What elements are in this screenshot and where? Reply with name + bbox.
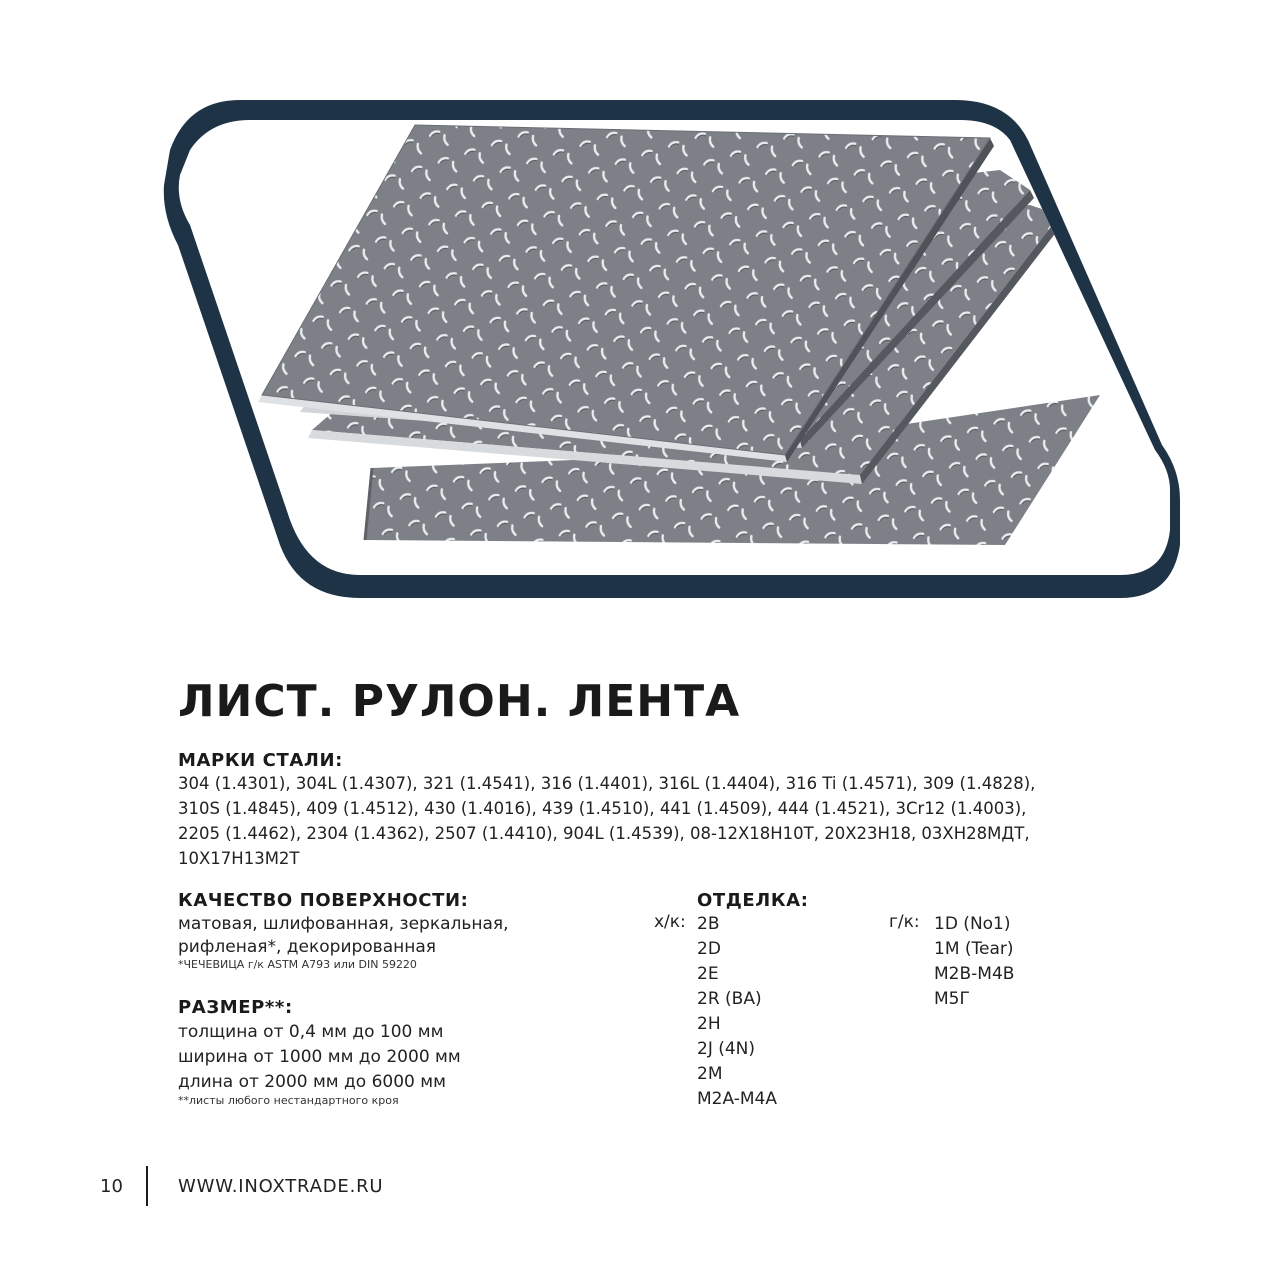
finish-item: M5Г — [934, 989, 970, 1009]
cold-rolled-label: х/к: — [654, 912, 686, 932]
website-link[interactable]: WWW.INOXTRADE.RU — [178, 1176, 384, 1197]
size-line: длина от 2000 мм до 6000 мм — [178, 1072, 446, 1092]
steel-grades-line: 310S (1.4845), 409 (1.4512), 430 (1.4016), 439 (1.4510), 441 (1.4509), 444 (1.4521), 3Cr12 (1.4003), — [178, 799, 1027, 818]
product-image — [0, 0, 1288, 620]
finish-item: 2J (4N) — [697, 1039, 756, 1059]
finish-item: 1M (Tear) — [934, 939, 1014, 959]
steel-grades-heading: МАРКИ СТАЛИ: — [178, 750, 343, 771]
size-heading: РАЗМЕР**: — [178, 997, 293, 1018]
finish-item: 1D (No1) — [934, 914, 1011, 934]
finish-item: 2D — [697, 939, 721, 959]
surface-quality-section — [178, 890, 618, 971]
finish-item: M2B-M4B — [934, 964, 1015, 984]
size-section — [178, 997, 618, 1107]
hot-rolled-label: г/к: — [889, 912, 920, 932]
cold-rolled-finish-list — [697, 912, 777, 1112]
surface-quality-line: рифленая*, декорированная — [178, 937, 436, 957]
page-number: 10 — [100, 1176, 123, 1197]
finish-item: 2B — [697, 914, 720, 934]
page-title: ЛИСТ. РУЛОН. ЛЕНТА — [178, 676, 741, 727]
finish-item: 2R (BA) — [697, 989, 762, 1009]
finish-item: 2E — [697, 964, 719, 984]
size-line: ширина от 1000 мм до 2000 мм — [178, 1047, 461, 1067]
size-line: толщина от 0,4 мм до 100 мм — [178, 1022, 444, 1042]
steel-grades-line: 10Х17Н13М2Т — [178, 849, 300, 868]
steel-grades-line: 304 (1.4301), 304L (1.4307), 321 (1.4541), 316 (1.4401), 316L (1.4404), 316 Ti (1.4571), 309 (1.4828), — [178, 774, 1036, 793]
surface-quality-line: матовая, шлифованная, зеркальная, — [178, 914, 509, 934]
finish-item: M2A-M4A — [697, 1089, 777, 1109]
surface-quality-heading: КАЧЕСТВО ПОВЕРХНОСТИ: — [178, 890, 469, 911]
hot-rolled-finish-list — [934, 912, 1014, 1012]
steel-grades-section — [178, 750, 1178, 871]
size-footnote: **листы любого нестандартного кроя — [178, 1094, 399, 1107]
steel-grades-line: 2205 (1.4462), 2304 (1.4362), 2507 (1.4410), 904L (1.4539), 08-12Х18Н10Т, 20Х23Н18, 03ХН28МДТ, — [178, 824, 1030, 843]
steel-grades-list — [178, 771, 1178, 871]
finish-heading: ОТДЕЛКА: — [697, 890, 809, 911]
finish-item: 2M — [697, 1064, 723, 1084]
surface-quality-footnote: *ЧЕЧЕВИЦА г/к ASTM A793 или DIN 59220 — [178, 958, 417, 971]
footer-divider — [146, 1166, 148, 1206]
finish-item: 2H — [697, 1014, 721, 1034]
